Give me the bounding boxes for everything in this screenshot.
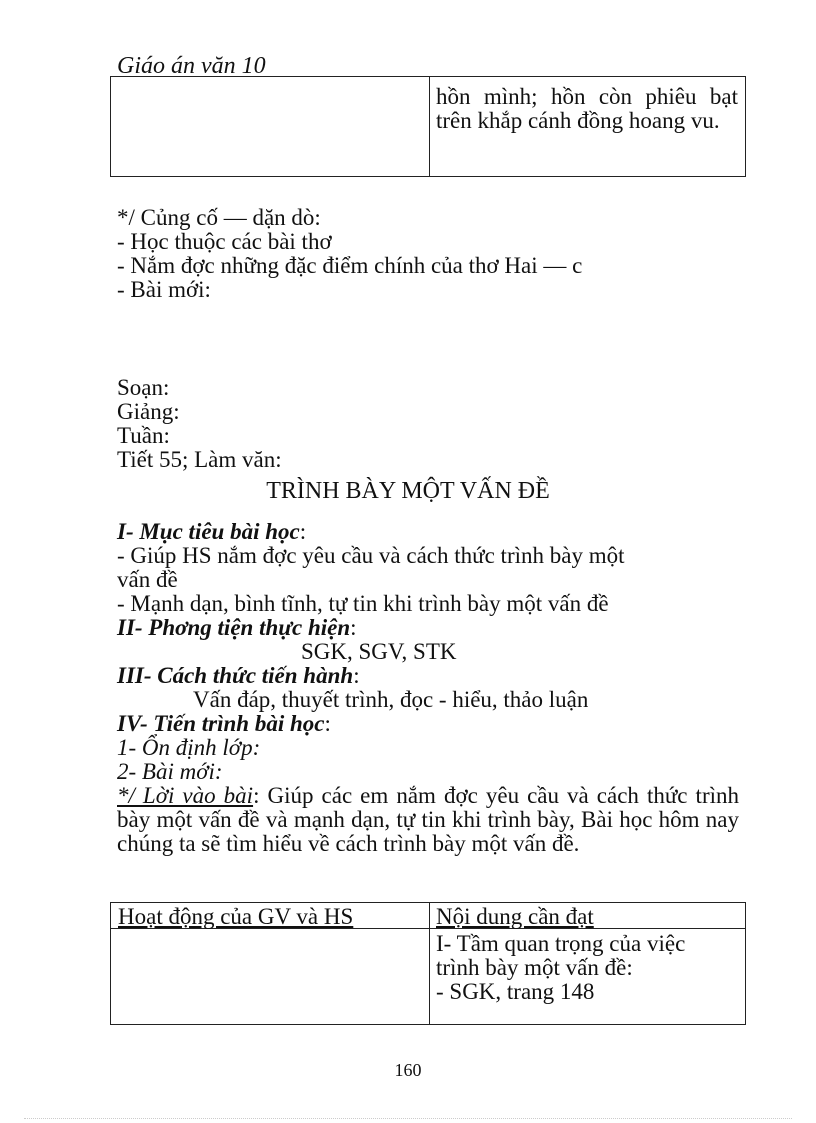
document-header: Giáo án văn 10	[117, 53, 266, 79]
section4-step2: 2- Bài mới:	[117, 759, 223, 784]
table-content-line: - SGK, trang 148	[436, 979, 595, 1004]
table-divider	[429, 903, 430, 1024]
tiet-label: Tiết 55; Làm văn:	[117, 447, 282, 472]
section1-colon: :	[299, 519, 307, 544]
section4-heading-text: IV- Tiến trình bài học	[117, 711, 325, 736]
consolidation-item: - Bài mới:	[117, 277, 211, 302]
tuan-label: Tuần:	[117, 423, 170, 448]
section1-heading-text: I- Mục tiêu bài học	[117, 519, 300, 544]
section4-heading	[117, 712, 331, 736]
section4-colon: :	[324, 711, 331, 736]
section1-heading	[117, 520, 306, 544]
continuation-table	[110, 76, 746, 177]
page-bottom-rule	[24, 1118, 792, 1119]
section2-heading	[117, 616, 357, 640]
section2-colon: :	[350, 615, 357, 640]
giang-label: Giảng:	[117, 399, 180, 424]
section1-line: - Giúp HS nắm đợc yêu cầu và cách thức trình bày một	[117, 543, 625, 568]
consolidation-item: - Học thuộc các bài thơ	[117, 229, 332, 254]
table-content-line: I- Tầm quan trọng của việc	[436, 931, 686, 956]
intro-label: */ Lời vào bài	[117, 783, 254, 808]
section3-content: Vấn đáp, thuyết trình, đọc - hiểu, thảo luận	[193, 687, 589, 712]
section3-colon: :	[353, 663, 360, 688]
table-header-activity: Hoạt động của GV và HS	[118, 904, 354, 929]
soan-label: Soạn:	[117, 375, 170, 400]
table-header-content: Nội dung cần đạt	[436, 904, 594, 929]
page-number: 160	[394, 1060, 422, 1080]
section1-line: - Mạnh dạn, bình tĩnh, tự tin khi trình bày một vấn đề	[117, 591, 609, 616]
section3-heading	[117, 664, 360, 688]
section4-step1: 1- Ổn định lớp:	[117, 735, 261, 760]
table-content-line: trình bày một vấn đề:	[436, 955, 633, 980]
intro-paragraph	[117, 784, 739, 856]
table-right-cell: hồn mình; hồn còn phiêu bạt trên khắp cánh đồng hoang vu.	[436, 84, 738, 133]
section2-heading-text: II- Phơng tiện thực hiện	[117, 615, 351, 640]
table-divider	[429, 77, 430, 176]
section2-content: SGK, SGV, STK	[301, 639, 457, 664]
lesson-title: TRÌNH BÀY MỘT VẤN ĐỀ	[266, 478, 550, 504]
activity-table	[110, 902, 746, 1025]
section3-heading-text: III- Cách thức tiến hành	[117, 663, 354, 688]
section1-line: vấn đề	[117, 567, 178, 592]
consolidation-title: */ Củng cố — dặn dò:	[117, 205, 321, 230]
intro-text: : Giúp các em nắm đợc yêu cầu và cách thức trình bày một vấn đề và mạnh dạn, tự tin khi trình bày, Bài học hôm nay chúng ta sẽ tìm hiểu về cách trình bày một vấn đề.	[117, 783, 739, 856]
consolidation-item: - Nắm đợc những đặc điểm chính của thơ Hai — c	[117, 253, 583, 278]
